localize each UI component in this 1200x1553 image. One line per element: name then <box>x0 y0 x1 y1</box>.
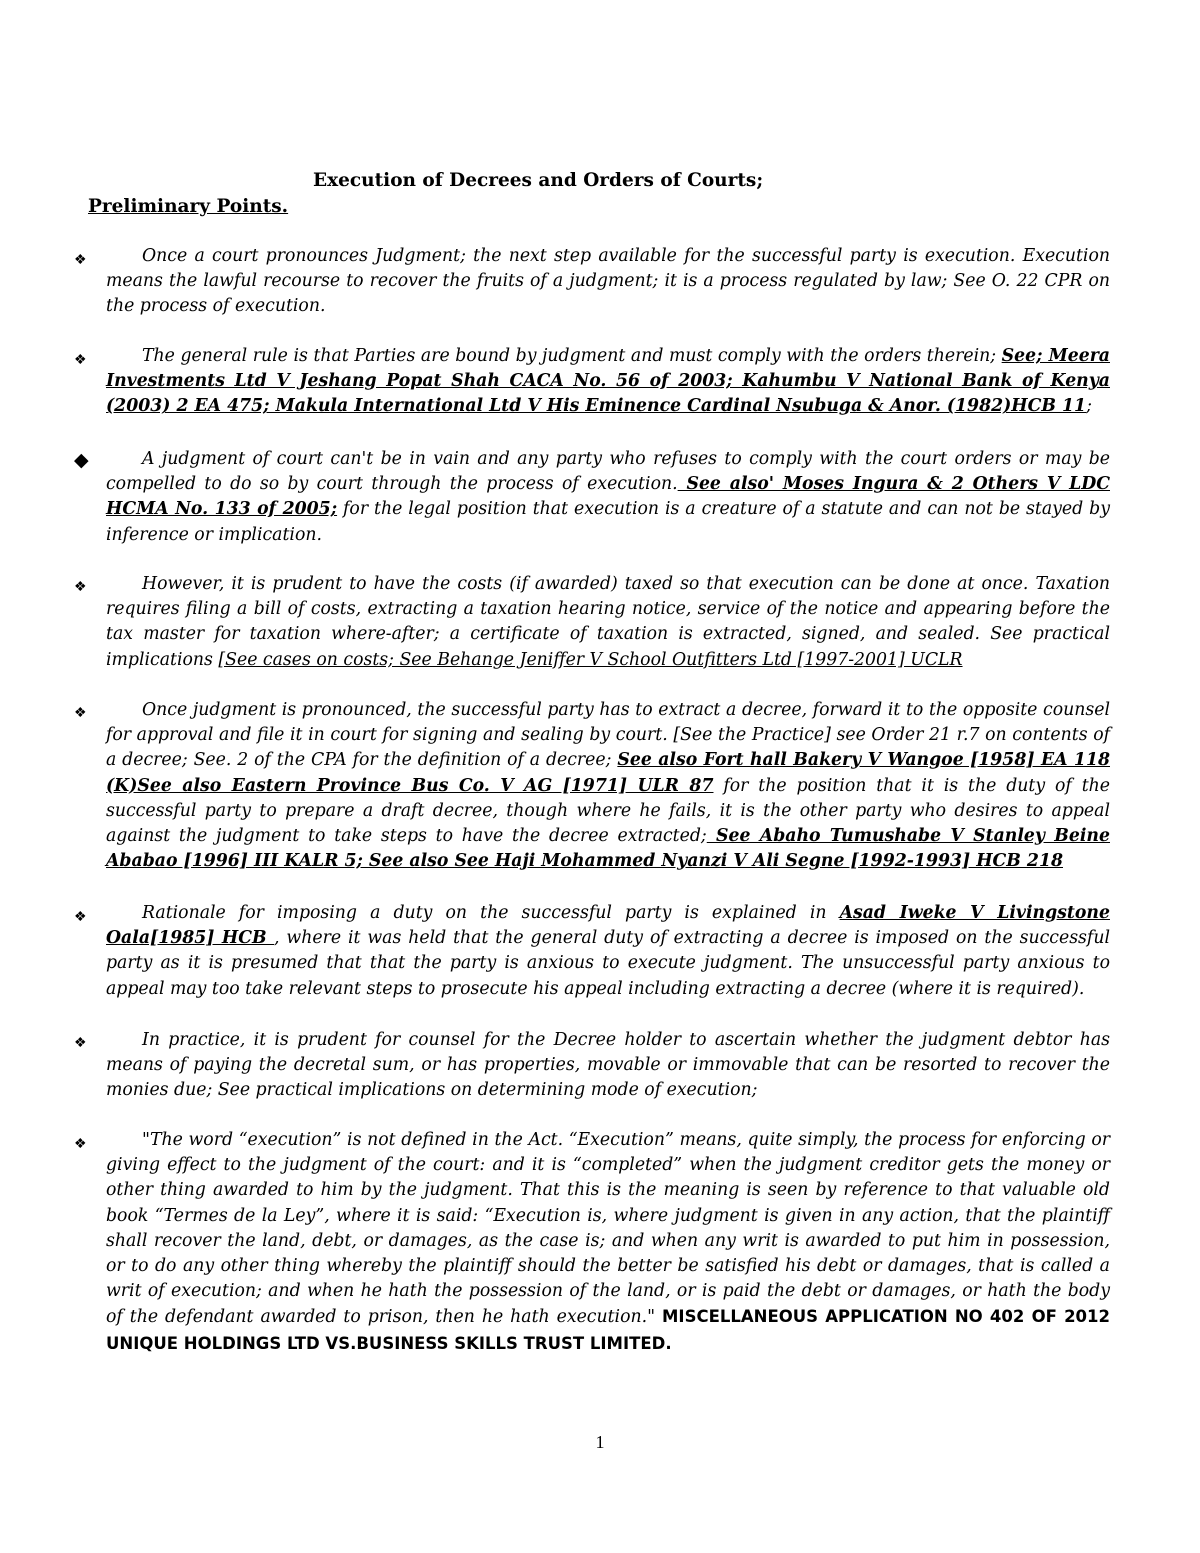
case-citation: See Abaho Tumushabe V Stanley Beine Ababao [1996] III KALR 5; See also See Haji Mohammed Nyanzi V Ali Segne [1992-1993] HCB 218 <box>106 826 1110 872</box>
paragraph-5 <box>106 698 1110 874</box>
bullet-icon: ❖ <box>74 1136 87 1152</box>
case-citation: [See cases on costs; See Behange Jeniffer V School Outfitters Ltd [1997-2001] UCLR <box>218 649 963 670</box>
case-citation: See; Meera Investments Ltd V Jeshang Popat Shah CACA No. 56 of 2003; Kahumbu V National Bank of Kenya (2003) 2 EA 475; Makula International Ltd V His Eminence Cardinal Nsubuga & Anor. (1982)HCB 11 <box>106 346 1110 417</box>
paragraph-6 <box>106 901 1110 1002</box>
case-citation: See also' Moses Ingura & 2 Others V LDC HCMA No. 133 of 2005; <box>106 474 1110 520</box>
paragraph-text: ; <box>1086 396 1092 417</box>
bullet-icon: ❖ <box>74 579 87 595</box>
paragraph-2 <box>106 344 1110 420</box>
bullet-icon: ❖ <box>74 252 87 268</box>
section-heading: Preliminary Points. <box>88 196 289 217</box>
paragraph-text: In practice, it is prudent for counsel for the Decree holder to ascertain whether the judgment debtor has means of paying the decretal sum, or has properties, movable or immovable that can be resorted to recover the monies due; See practical implications on determining mode of execution; <box>106 1030 1110 1101</box>
paragraph-3 <box>106 447 1110 548</box>
paragraph-text: Once a court pronounces Judgment; the next step available for the successful party is execution. Execution means the lawful recourse to recover the fruits of a judgment; it is a process regulated by law; See O. 22 CPR on the process of execution. <box>106 246 1110 317</box>
paragraph-text: However, it is prudent to have the costs (if awarded) taxed so that execution can be done at once. Taxation requires filing a bill of costs, extracting a taxation hearing notice, service of the notice and appearing before the tax master for taxation where-after; a certificate of taxation is extracted, signed, and sealed. See practical implications <box>106 574 1110 670</box>
case-citation: Asad Iweke V Livingstone Oala[1985] HCB <box>106 903 1110 949</box>
document-title: Execution of Decrees and Orders of Courts; <box>313 170 764 191</box>
page-number: 1 <box>595 1432 605 1452</box>
bullet-icon: ❖ <box>74 909 87 925</box>
paragraph-text: , where it was held that the general duty of extracting a decree is imposed on the successful party as it is presumed that that the party is anxious to execute judgment. The unsuccessful party anxious to appeal may too take relevant steps to prosecute his appeal including extracting a decree (where it is required). <box>106 928 1110 999</box>
paragraph-text: for the legal position that execution is a creature of a statute and can not be stayed by inference or implication. <box>106 499 1111 545</box>
paragraph-4 <box>106 572 1110 673</box>
case-reference: MISCELLANEOUS APPLICATION NO 402 OF 2012 UNIQUE HOLDINGS LTD VS.BUSINESS SKILLS TRUST LIMITED. <box>106 1307 1110 1353</box>
paragraph-text: Rationale for imposing a duty on the successful party is explained in <box>142 903 840 923</box>
paragraph-text: Once judgment is pronounced, the successful party has to extract a decree, forward it to the opposite counsel for approval and file it in court for signing and sealing by court. [See the Practice] see Order 21 r.7 on contents of a decree; See. 2 of the CPA for the definition of a decree; <box>106 700 1110 771</box>
paragraph-text: "The word “execution” is not defined in the Act. “Execution” means, quite simply, the process for enforcing or giving effect to the judgment of the court: and it is “completed” when the judgment creditor gets the money or other thing awarded to him by the judgment. That this is the meaning is seen by reference to that valuable old book “Termes de la Ley”, where it is said: “Execution is, where judgment is given in any action, that the plaintiff shall recover the land, debt, or damages, as the case is; and when any writ is awarded to put him in possession, or to do any other thing whereby the plaintiff should the better be satisfied his debt or damages, that is called a writ of execution; and when he hath the possession of the land, or is paid the debt or damages, or hath the body of the defendant awarded to prison, then he hath execution." <box>106 1130 1110 1328</box>
case-citation: See also Fort hall Bakery V Wangoe [1958] EA 118 (K)See also Eastern Province Bus Co. V AG [1971] ULR 87 <box>106 750 1110 796</box>
paragraph-text: for the position that it is the duty of the successful party to prepare a draft decree, though where he fails, it is the other party who desires to appeal against the judgment to take steps to have the decree extracted; <box>106 775 1110 847</box>
bullet-icon: ❖ <box>74 1035 87 1051</box>
paragraph-1 <box>106 244 1110 320</box>
paragraph-text: The general rule is that Parties are bound by judgment and must comply with the orders therein; <box>142 346 1002 366</box>
diamond-bullet-icon: ◆ <box>74 449 89 471</box>
bullet-icon: ❖ <box>74 705 87 721</box>
paragraph-8 <box>106 1128 1110 1357</box>
paragraph-7 <box>106 1028 1110 1104</box>
paragraph-text: A judgment of court can't be in vain and any party who refuses to comply with the court orders or may be compelled to do so by court through the process of execution. <box>106 449 1110 495</box>
bullet-icon: ❖ <box>74 352 87 368</box>
